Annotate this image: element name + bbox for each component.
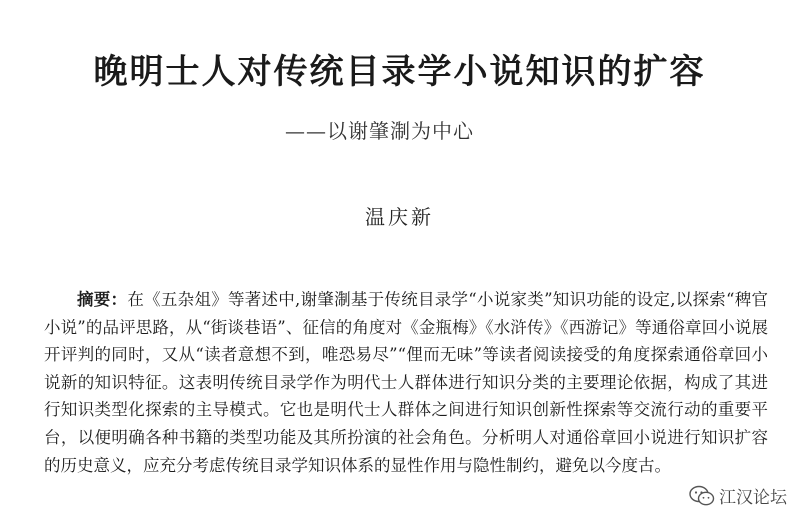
article-author: 温庆新 xyxy=(365,205,434,229)
abstract-paragraph xyxy=(44,286,768,479)
watermark-text: 江汉论坛 xyxy=(719,488,787,508)
article-subtitle: ——以谢肇淛为中心 xyxy=(285,119,474,143)
watermark xyxy=(689,483,787,508)
wechat-icon xyxy=(689,485,715,507)
abstract-label: 摘要： xyxy=(77,290,128,309)
article-title: 晚明士人对传统目录学小说知识的扩容 xyxy=(93,52,706,92)
abstract-text: 在《五杂俎》等著述中,谢肇淛基于传统目录学“小说家类”知识功能的设定,以探索“稗官小说”的品评思路，从“街谈巷语”、征信的角度对《金瓶梅》《水浒传》《西游记》等通俗章回小说展开评判的同时，又从“读者意想不到，唯恐易尽”“俚而无味”等读者阅读接受的角度探索通俗章回小说新的知识特征。这表明传统目录学作为明代士人群体进行知识分类的主要理论依据，构成了其进行知识类型化探索的主导模式。它也是明代士人群体之间进行知识创新性探索等交流行动的重要平台，以便明确各种书籍的类型功能及其所扮演的社会角色。分析明人对通俗章回小说进行知识扩容的历史意义，应充分考虑传统目录学知识体系的显性作用与隐性制约，避免以今度古。 xyxy=(44,290,769,475)
